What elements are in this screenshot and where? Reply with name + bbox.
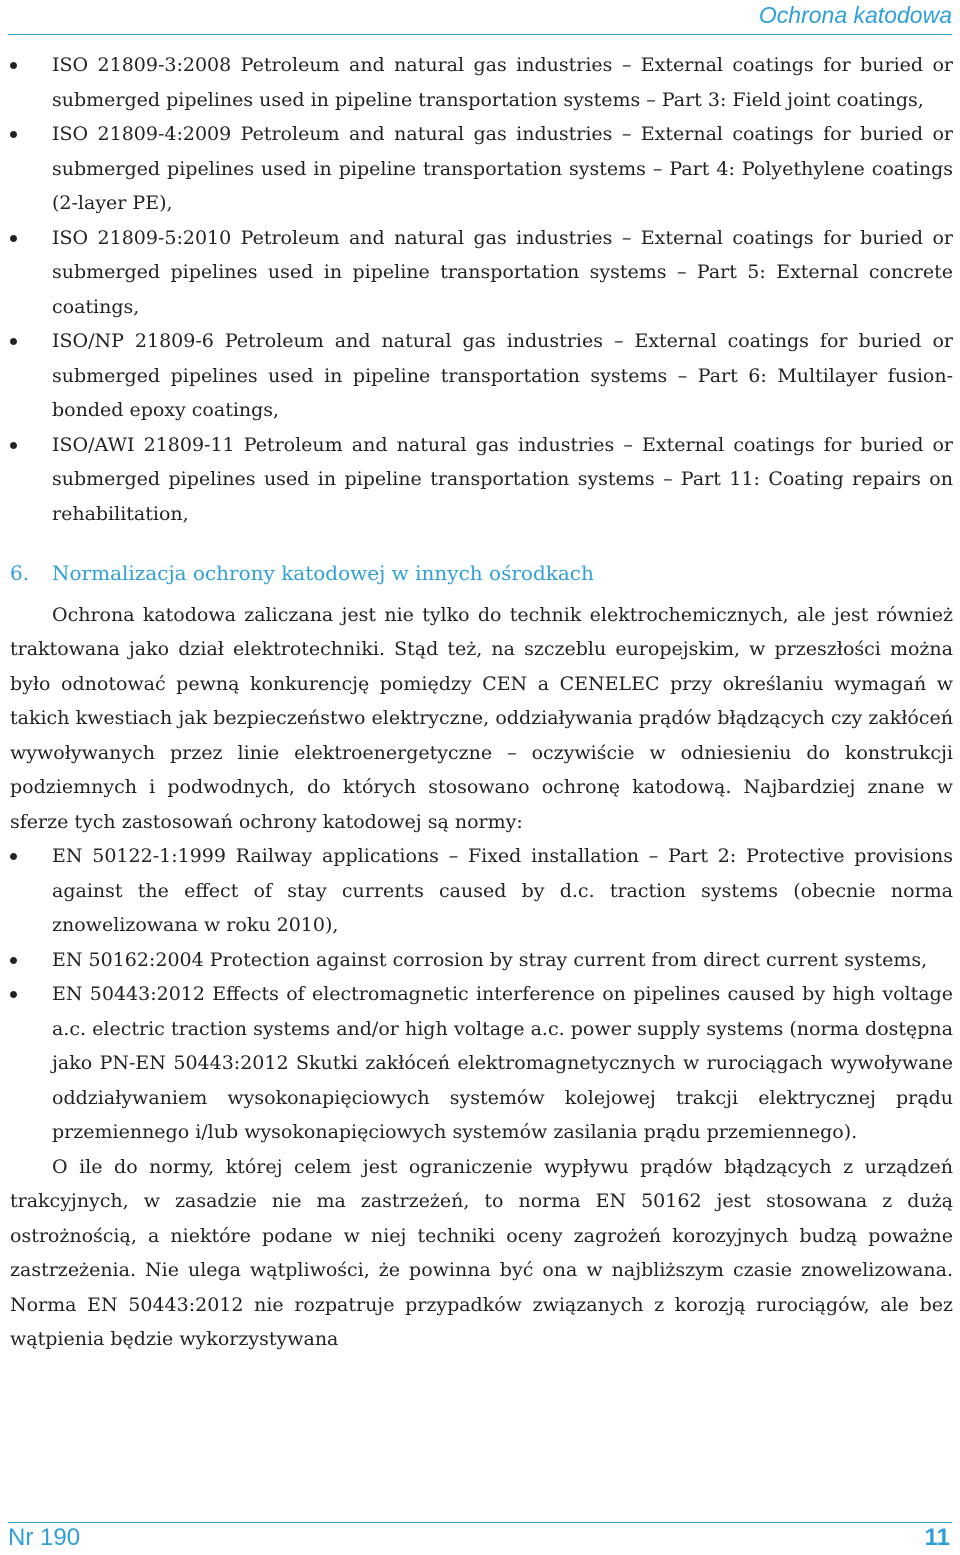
list-item: ISO/NP 21809-6 Petroleum and natural gas industries – External coatings for buried or submerged pipelines used in pipeline transportation systems – Part 6: Multilayer fusion-bonded epoxy coatings,	[10, 324, 953, 428]
footer-divider	[8, 1522, 952, 1523]
list-item: EN 50443:2012 Effects of electromagnetic interference on pipelines caused by high voltage a.c. electric traction systems and/or high voltage a.c. power supply systems (norma dostępna jako PN-EN 50443:2012 Skutki zakłóceń elektromagnetycznych w rurociągach wywoływane oddziaływaniem wysokonapięciowych systemów kolejowej trakcji elektrycznej prądu przemiennego i/lub wysokonapięciowych systemów zasilania prądu przemiennego).	[10, 977, 953, 1150]
running-header: Ochrona katodowa	[758, 2, 952, 28]
list-item: ISO/AWI 21809-11 Petroleum and natural gas industries – External coatings for buried or submerged pipelines used in pipeline transportation systems – Part 11: Coating repairs on rehabilitation,	[10, 428, 953, 532]
list-item: ISO 21809-4:2009 Petroleum and natural gas industries – External coatings for buried or submerged pipelines used in pipeline transportation systems – Part 4: Polyethylene coatings (2-layer PE),	[10, 117, 953, 221]
header-divider	[8, 34, 952, 35]
page-number: 11	[924, 1524, 950, 1551]
iso-standards-list	[10, 48, 953, 531]
list-item: ISO 21809-5:2010 Petroleum and natural gas industries – External coatings for buried or submerged pipelines used in pipeline transportation systems – Part 5: External concrete coatings,	[10, 221, 953, 325]
paragraph: O ile do normy, której celem jest ograniczenie wypływu prądów błądzących z urządzeń trakcyjnych, w zasadzie nie ma zastrzeżeń, to norma EN 50162 jest stosowana z dużą ostrożnością, a niektóre podane w niej techniki oceny zagrożeń korozyjnych budzą poważne zastrzeżenia. Nie ulega wątpliwości, że powinna być ona w najbliższym czasie znowelizowana. Norma EN 50443:2012 nie rozpatruje przypadków związanych z korozją rurociągów, ale bez wątpienia będzie wykorzystywana	[10, 1155, 953, 1350]
section-heading	[10, 556, 953, 591]
paragraph: Ochrona katodowa zaliczana jest nie tylko do technik elektrochemicznych, ale jest również traktowana jako dział elektrotechniki. Stąd też, na szczeblu europejskim, w przeszłości można było odnotować pewną konkurencję pomiędzy CEN a CENELEC przy określaniu wymagań w takich kwestiach jak bezpieczeństwo elektryczne, oddziaływania prądów błądzących czy zakłóceń wywoływanych przez linie elektroenergetyczne – oczywiście w odniesieniu do konstrukcji podziemnych i podwodnych, do których stosowano ochronę katodową. Najbardziej znane w sferze tych zastosowań ochrony katodowej są normy:	[10, 603, 953, 833]
en-standards-list	[10, 839, 953, 1150]
list-item: EN 50162:2004 Protection against corrosion by stray current from direct current systems,	[10, 943, 953, 978]
list-item: EN 50122-1:1999 Railway applications – Fixed installation – Part 2: Protective provisions against the effect of stay currents caused by d.c. traction systems (obecnie norma znowelizowana w roku 2010),	[10, 839, 953, 943]
issue-number: Nr 190	[8, 1524, 81, 1551]
page-content	[10, 48, 953, 1357]
section-title: Normalizacja ochrony katodowej w innych ośrodkach	[52, 561, 594, 585]
list-item: ISO 21809-3:2008 Petroleum and natural gas industries – External coatings for buried or submerged pipelines used in pipeline transportation systems – Part 3: Field joint coatings,	[10, 48, 953, 117]
section-number: 6.	[10, 561, 30, 585]
